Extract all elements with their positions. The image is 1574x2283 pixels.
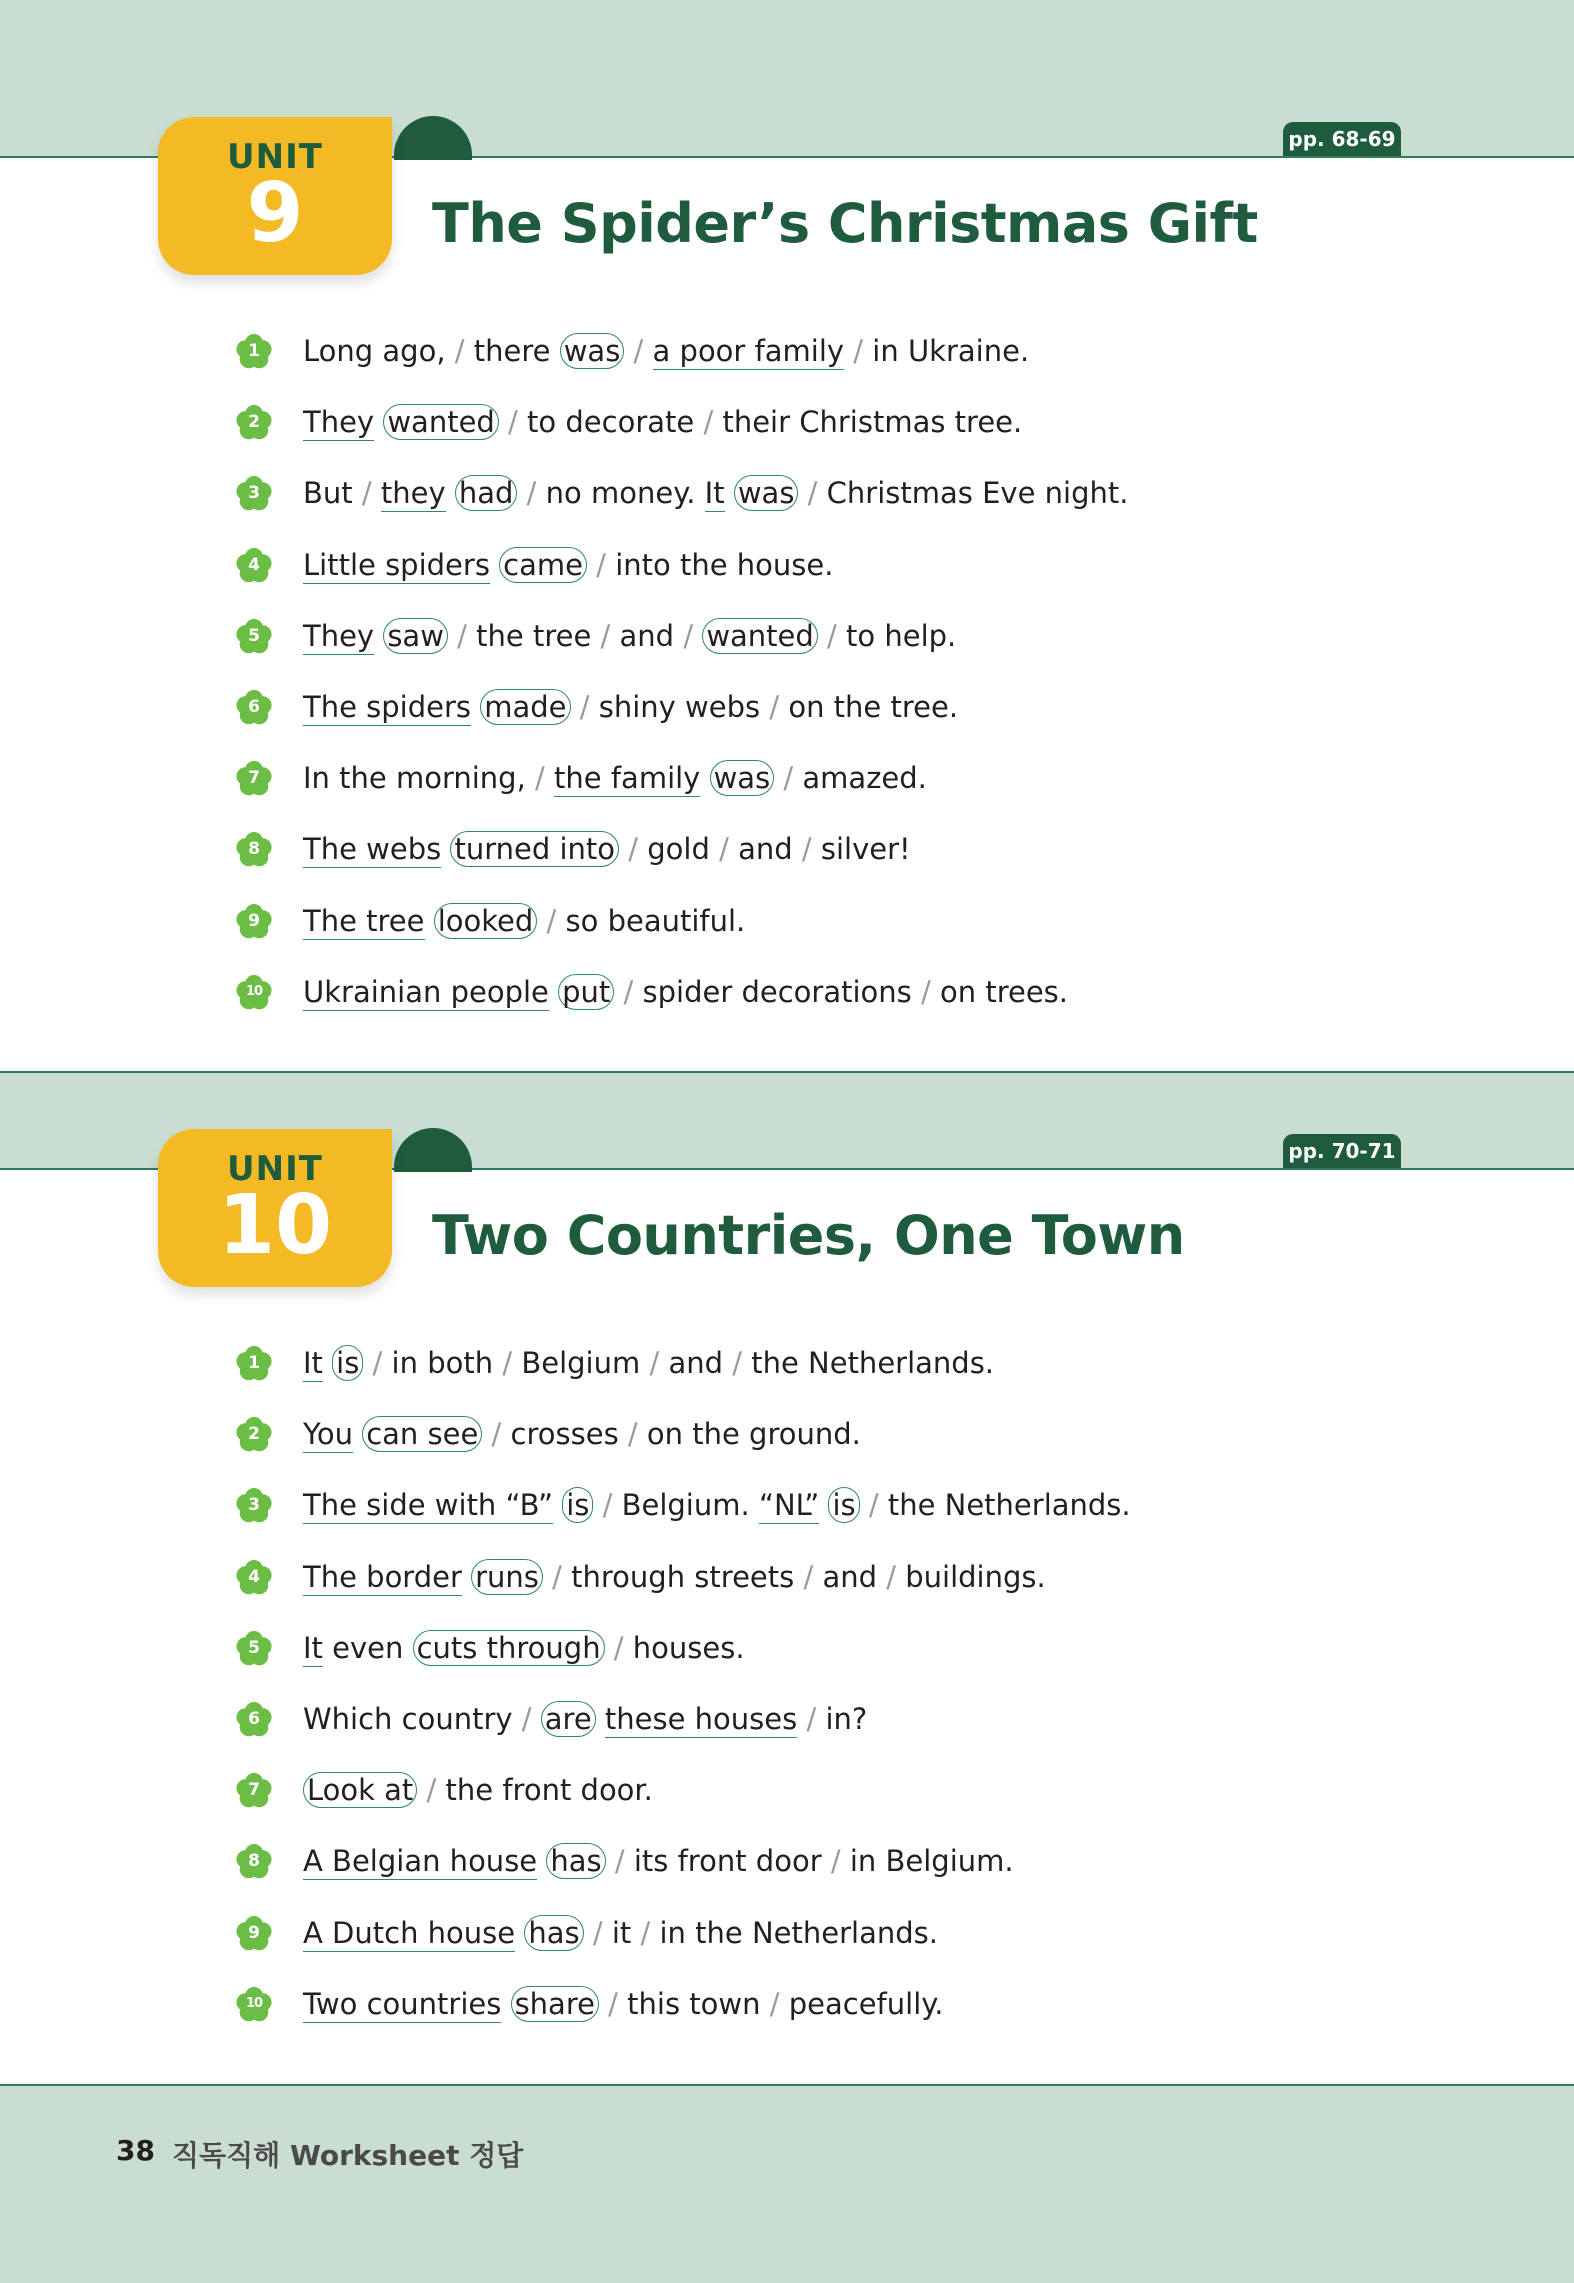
chunk-slash: / — [774, 761, 803, 796]
unit-label: UNIT — [227, 1149, 323, 1189]
verb-circle: is — [828, 1487, 859, 1523]
chunk-slash: / — [627, 1417, 647, 1452]
verb-circle: came — [499, 547, 587, 583]
subject-underline: they — [380, 476, 446, 511]
subject-underline: The spiders — [303, 690, 472, 724]
subject-underline: You — [303, 1417, 353, 1452]
sentence-text — [303, 1840, 1014, 1882]
sentence-text — [303, 1342, 994, 1384]
sentence-number-badge — [235, 1486, 273, 1524]
sentence-fragment — [490, 548, 499, 582]
sentence-number-badge — [235, 332, 273, 370]
verb-circle: has — [546, 1843, 605, 1879]
sentence-fragment — [374, 619, 383, 653]
verb-circle: cuts through — [413, 1630, 605, 1666]
chunk-slash: / — [454, 334, 474, 368]
subject-underline: It — [303, 1630, 323, 1665]
chunk-slash: / — [640, 1915, 660, 1950]
sentence-row — [235, 1409, 861, 1459]
chunk-slash: / — [570, 690, 599, 724]
verb-circle: runs — [471, 1559, 543, 1595]
sentence-fragment: the tree — [476, 618, 601, 653]
sentence-text — [303, 757, 927, 799]
chunk-slash: / — [624, 334, 653, 368]
sentence-number: 4 — [248, 1566, 260, 1587]
sentence-text — [303, 1698, 867, 1740]
sentence-fragment: even — [322, 1630, 413, 1665]
sentence-fragment: to decorate — [527, 405, 704, 440]
sentence-row — [235, 1338, 995, 1388]
footer-band — [0, 2086, 1574, 2283]
sentence-fragment: Belgium — [521, 1346, 650, 1380]
sentence-number: 6 — [248, 697, 260, 717]
chunk-slash: / — [498, 405, 528, 440]
sentence-fragment: there — [473, 334, 560, 368]
sentence-number-badge — [235, 403, 273, 441]
sentence-row — [235, 1480, 1131, 1530]
sentence-text — [303, 1983, 944, 2025]
chunk-slash: / — [605, 1844, 634, 1879]
chunk-slash: / — [542, 1559, 572, 1594]
sentence-fragment: it — [611, 1915, 641, 1950]
unit-badge — [158, 1129, 392, 1287]
subject-underline: the family — [554, 761, 701, 796]
sentence-number: 7 — [248, 768, 260, 789]
verb-circle: share — [511, 1986, 599, 2022]
sentence-fragment: in Belgium. — [849, 1844, 1014, 1879]
sentence-row — [235, 1765, 653, 1815]
sentence-row — [235, 540, 834, 590]
subject-underline: They — [303, 618, 375, 653]
sentence-number: 4 — [248, 554, 260, 575]
sentence-fragment: so beautiful. — [565, 903, 746, 938]
chunk-slash: / — [600, 618, 620, 653]
subject-underline: They — [303, 405, 375, 440]
sentence-text — [303, 330, 1029, 372]
page-reference-tag: pp. 68-69 — [1283, 122, 1401, 156]
sentence-fragment: their Christmas tree. — [722, 405, 1023, 440]
sentence-number: 10 — [245, 983, 263, 999]
chunk-slash: / — [417, 1773, 446, 1808]
sentence-fragment: in both — [391, 1346, 503, 1380]
verb-circle: Look at — [303, 1772, 417, 1808]
sentence-row — [235, 1979, 944, 2029]
subject-underline: Two countries — [303, 1986, 502, 2021]
sentence-fragment — [596, 1702, 605, 1736]
chunk-slash: / — [583, 1915, 612, 1950]
sentence-fragment: and — [619, 618, 684, 653]
sentence-number: 6 — [248, 1709, 260, 1729]
sentence-fragment: amazed. — [802, 761, 927, 796]
chunk-slash: / — [798, 476, 827, 511]
unit-title: Two Countries, One Town — [432, 1204, 1185, 1267]
sentence-fragment: silver! — [820, 832, 911, 867]
sentence-row — [235, 1836, 1014, 1886]
sentence-text — [303, 1413, 861, 1455]
sentence-fragment: to help. — [846, 618, 957, 653]
verb-circle: can see — [362, 1416, 482, 1452]
sentence-fragment: peacefully. — [788, 1986, 944, 2021]
sentence-text — [303, 472, 1128, 514]
chunk-slash: / — [801, 832, 821, 867]
chunk-slash: / — [803, 1559, 823, 1594]
sentence-fragment — [553, 1488, 562, 1522]
sentence-number: 9 — [248, 1922, 260, 1943]
sentence-fragment — [323, 1346, 332, 1380]
sentence-fragment — [515, 1916, 524, 1950]
sentence-fragment — [471, 690, 480, 724]
sentence-fragment: in? — [825, 1702, 868, 1736]
sentence-number-badge — [235, 1629, 273, 1667]
sentence-fragment — [501, 1987, 510, 2021]
sentence-number: 10 — [245, 1995, 263, 2011]
sentence-row — [235, 967, 1068, 1017]
sentence-fragment: this town — [627, 1986, 770, 2021]
sentence-text — [303, 615, 956, 657]
sentence-row — [235, 1908, 938, 1958]
sentence-fragment — [549, 975, 558, 1009]
chunk-slash: / — [361, 476, 381, 511]
chunk-slash: / — [447, 618, 477, 653]
verb-circle: is — [562, 1487, 593, 1523]
sentence-fragment: Which country — [303, 1702, 522, 1736]
sentence-row — [235, 682, 959, 732]
verb-circle: looked — [434, 903, 538, 939]
sentence-text — [303, 544, 833, 586]
sentence-fragment: and — [822, 1559, 887, 1594]
sentence-number-badge — [235, 1914, 273, 1952]
sentence-number-badge — [235, 902, 273, 940]
sentence-number-badge — [235, 1700, 273, 1738]
chunk-slash: / — [482, 1417, 511, 1452]
sentence-number: 1 — [248, 341, 260, 361]
chunk-slash: / — [886, 1559, 906, 1594]
sentence-text — [303, 900, 745, 942]
unit-number: 9 — [246, 166, 304, 261]
sentence-number-badge — [235, 1344, 273, 1382]
verb-circle: wanted — [702, 618, 818, 654]
sentence-row — [235, 753, 927, 803]
chunk-slash: / — [586, 547, 616, 582]
sentence-fragment: crosses — [510, 1417, 628, 1452]
chunk-slash: / — [719, 832, 739, 867]
sentence-fragment: the Netherlands. — [751, 1346, 995, 1380]
sentence-fragment — [537, 1844, 546, 1878]
subject-underline: The tree — [303, 903, 425, 938]
sentence-number-badge — [235, 1985, 273, 2023]
verb-circle: turned into — [450, 831, 619, 867]
sentence-text — [303, 1484, 1131, 1526]
sentence-row — [235, 896, 746, 946]
sentence-number: 8 — [248, 1851, 260, 1872]
subject-underline: Little spiders — [303, 547, 490, 582]
unit-badge — [158, 117, 392, 275]
chunk-slash: / — [797, 1702, 826, 1736]
sentence-text — [303, 401, 1022, 443]
sentence-number: 5 — [248, 625, 260, 646]
subject-underline: The webs — [303, 832, 442, 867]
sentence-fragment — [374, 405, 383, 439]
verb-circle: is — [332, 1345, 363, 1381]
chunk-slash: / — [649, 1346, 669, 1380]
unit-title: The Spider’s Christmas Gift — [432, 192, 1258, 255]
sentence-row — [235, 611, 957, 661]
sentence-row — [235, 824, 911, 874]
sentence-fragment — [425, 904, 434, 938]
sentence-fragment: through streets — [571, 1559, 804, 1594]
subject-underline: The border — [303, 1559, 462, 1594]
sentence-fragment: In the morning, — [303, 761, 536, 796]
chunk-slash: / — [817, 618, 847, 653]
chunk-slash: / — [537, 903, 566, 938]
sentence-text — [303, 1912, 938, 1954]
chunk-slash: / — [363, 1346, 392, 1380]
sentence-fragment — [462, 1560, 471, 1594]
chunk-slash: / — [604, 1630, 633, 1665]
chunk-slash: / — [859, 1488, 888, 1523]
verb-circle: was — [560, 333, 625, 369]
sentence-number-badge — [235, 1558, 273, 1596]
sentence-fragment: its front door — [633, 1844, 831, 1879]
sentence-text — [303, 971, 1068, 1013]
sentence-fragment: no money. — [545, 476, 705, 511]
sentence-number: 2 — [248, 1424, 260, 1445]
chunk-slash: / — [769, 690, 789, 724]
sentence-fragment — [353, 1417, 362, 1451]
sentence-number: 8 — [248, 839, 260, 860]
sentence-fragment: and — [668, 1346, 733, 1380]
sentence-fragment: on the tree. — [788, 690, 959, 724]
sentence-number: 5 — [248, 1637, 260, 1658]
verb-circle: had — [455, 475, 518, 511]
chunk-slash: / — [598, 1986, 628, 2021]
sentence-fragment: Long ago, — [303, 334, 455, 368]
subject-underline: A Belgian house — [303, 1844, 538, 1879]
subject-underline: these houses — [604, 1702, 798, 1736]
subject-underline: The side with “B” — [303, 1488, 553, 1523]
chunk-slash: / — [619, 832, 648, 867]
chunk-slash: / — [502, 1346, 522, 1380]
chunk-slash: / — [517, 476, 546, 511]
chunk-slash: / — [830, 1844, 850, 1879]
verb-circle: saw — [383, 618, 448, 654]
subject-underline: Ukrainian people — [303, 974, 549, 1009]
sentence-number-badge — [235, 830, 273, 868]
sentence-fragment: into the house. — [615, 547, 834, 582]
sentence-fragment: in the Netherlands. — [659, 1915, 938, 1950]
sentence-fragment: Belgium. — [621, 1488, 759, 1523]
sentence-fragment: on trees. — [939, 974, 1068, 1009]
sentence-number: 3 — [248, 1495, 260, 1516]
verb-circle: has — [524, 1915, 583, 1951]
chunk-slash: / — [683, 618, 703, 653]
sentence-number-badge — [235, 1842, 273, 1880]
sentence-number-badge — [235, 546, 273, 584]
sentence-fragment: on the ground. — [646, 1417, 861, 1452]
sentence-text — [303, 1556, 1046, 1598]
verb-circle: wanted — [383, 404, 499, 440]
sentence-number-badge — [235, 1415, 273, 1453]
sentence-fragment: houses. — [632, 1630, 745, 1665]
verb-circle: are — [541, 1701, 596, 1737]
unit-number: 10 — [217, 1178, 333, 1273]
sentence-number: 2 — [248, 412, 260, 433]
sentence-fragment — [446, 476, 455, 510]
sentence-number-badge — [235, 759, 273, 797]
sentence-text — [303, 828, 911, 870]
sentence-row — [235, 468, 1129, 518]
sentence-row — [235, 397, 1023, 447]
sentence-fragment: shiny webs — [598, 690, 770, 724]
verb-circle: made — [480, 689, 570, 725]
sentence-number: 3 — [248, 483, 260, 504]
chunk-slash: / — [732, 1346, 752, 1380]
sentence-row — [235, 326, 1030, 376]
sentence-number-badge — [235, 617, 273, 655]
sentence-row — [235, 1552, 1046, 1602]
subject-underline: It — [704, 476, 725, 511]
sentence-row — [235, 1623, 745, 1673]
sentence-number-badge — [235, 474, 273, 512]
sentence-fragment — [700, 761, 709, 795]
chunk-slash: / — [535, 761, 555, 796]
verb-circle: was — [710, 760, 775, 796]
sentence-number: 9 — [248, 910, 260, 931]
verb-circle: was — [734, 475, 799, 511]
sentence-fragment: the Netherlands. — [887, 1488, 1131, 1523]
chunk-slash: / — [703, 405, 723, 440]
sentence-fragment: Christmas Eve night. — [826, 476, 1129, 511]
sentence-fragment: But — [303, 476, 362, 511]
footer-title: 직독직해 Worksheet 정답 — [172, 2139, 524, 2172]
chunk-slash: / — [844, 334, 873, 368]
subject-underline: “NL” — [758, 1488, 820, 1523]
subject-underline: A Dutch house — [303, 1915, 516, 1950]
sentence-number-badge — [235, 973, 273, 1011]
chunk-slash: / — [614, 974, 643, 1009]
sentence-number-badge — [235, 1771, 273, 1809]
sentence-number: 1 — [248, 1353, 260, 1373]
sentence-fragment — [725, 476, 734, 510]
sentence-fragment: and — [738, 832, 802, 867]
page-reference-tag: pp. 70-71 — [1283, 1134, 1401, 1168]
sentence-number-badge — [235, 688, 273, 726]
verb-circle: put — [558, 974, 614, 1010]
sentence-fragment: spider decorations — [642, 974, 921, 1009]
unit-label: UNIT — [227, 137, 323, 177]
sentence-number: 7 — [248, 1780, 260, 1801]
subject-underline: It — [303, 1346, 323, 1380]
chunk-slash: / — [593, 1488, 622, 1523]
sentence-fragment: gold — [647, 832, 720, 867]
page-number: 38 — [116, 2134, 155, 2167]
sentence-row — [235, 1694, 868, 1744]
chunk-slash: / — [769, 1986, 789, 2021]
sentence-text — [303, 686, 958, 728]
subject-underline: a poor family — [652, 334, 845, 368]
sentence-fragment: the front door. — [445, 1773, 653, 1808]
sentence-text — [303, 1769, 653, 1811]
sentence-text — [303, 1627, 745, 1669]
sentence-fragment: buildings. — [905, 1559, 1046, 1594]
chunk-slash: / — [521, 1702, 541, 1736]
sentence-fragment: in Ukraine. — [872, 334, 1030, 368]
chunk-slash: / — [920, 974, 940, 1009]
